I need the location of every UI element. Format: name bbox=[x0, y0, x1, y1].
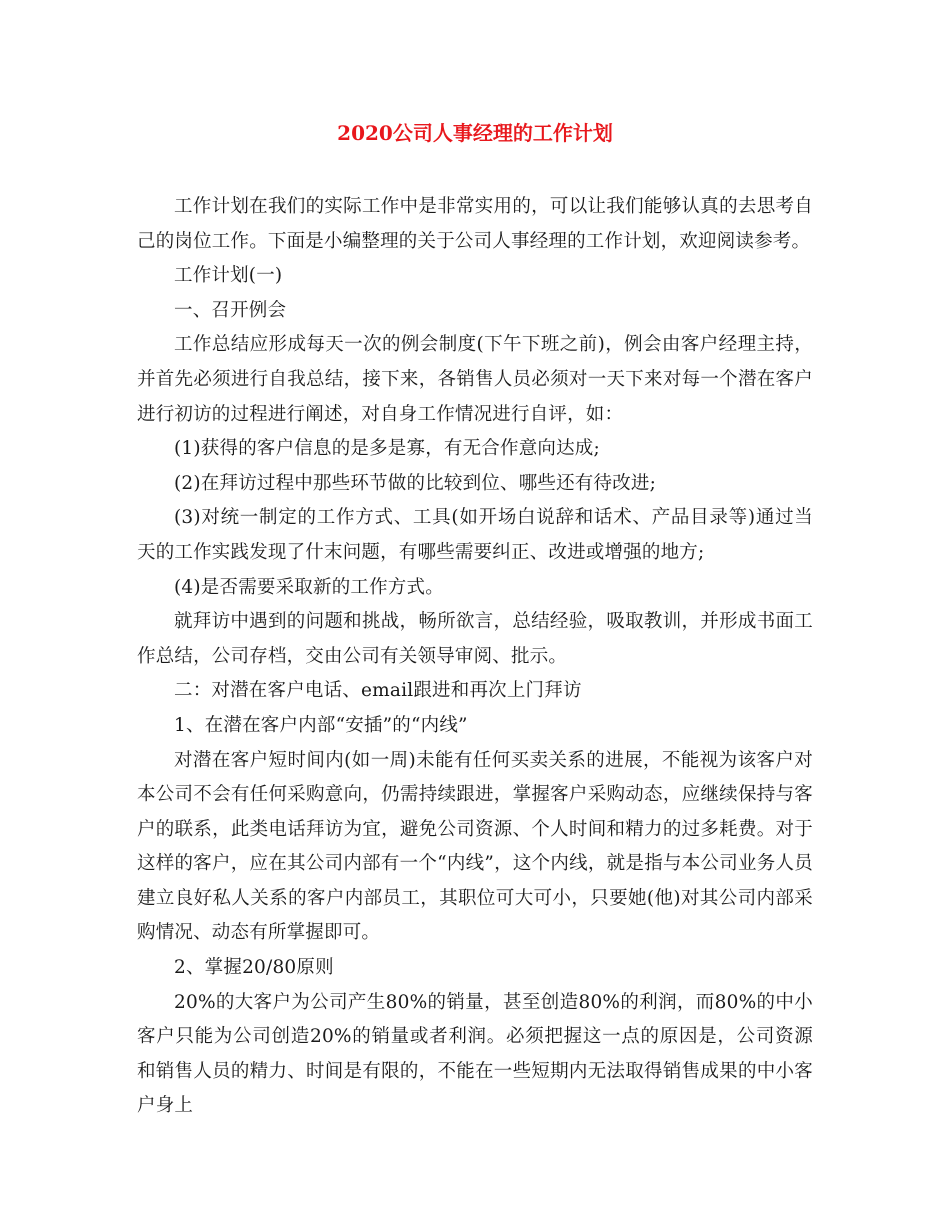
heading-section-1: 一、召开例会 bbox=[174, 299, 287, 321]
document-title: 2020公司人事经理的工作计划 bbox=[337, 121, 613, 145]
paragraph-20-80-rule: 20%的大客户为公司产生80%的销量，甚至创造80%的利润，而80%的中小客户只能为公司创造20%的销量或者利润。必须把握这一点的原因是，公司资源和销售人员的精力、时间是有限的，不能在一些短期内无法取得销售成果的中小客户身上 bbox=[137, 991, 813, 1117]
paragraph-meeting: 工作总结应形成每天一次的例会制度(下午下班之前)，例会由客户经理主持，并首先必须进行自我总结，接下来，各销售人员必须对一天下来对每一个潜在客户进行初访的过程进行阐述，对自身工作情况进行自评，如： bbox=[137, 334, 813, 425]
document-body bbox=[137, 190, 813, 1124]
subheading-inside-contact: 1、在潜在客户内部“安插”的“内线” bbox=[174, 714, 468, 736]
heading-section-2: 二：对潜在客户电话、email跟进和再次上门拜访 bbox=[174, 680, 582, 702]
list-item-3: (3)对统一制定的工作方式、工具(如开场白说辞和话术、产品目录等)通过当天的工作实践发现了什末问题，有哪些需要纠正、改进或增强的地方; bbox=[137, 507, 813, 563]
list-item-1: (1)获得的客户信息的是多是寡，有无合作意向达成; bbox=[174, 438, 600, 460]
paragraph-intro: 工作计划在我们的实际工作中是非常实用的，可以让我们能够认真的去思考自己的岗位工作。下面是小编整理的关于公司人事经理的工作计划，欢迎阅读参考。 bbox=[137, 196, 813, 252]
list-item-4: (4)是否需要采取新的工作方式。 bbox=[174, 576, 444, 598]
subheading-20-80-rule: 2、掌握20/80原则 bbox=[174, 957, 334, 979]
paragraph-inside-contact: 对潜在客户短时间内(如一周)未能有任何买卖关系的进展，不能视为该客户对本公司不会有任何采购意向，仍需持续跟进，掌握客户采购动态，应继续保持与客户的联系，此类电话拜访为宜，避免公司资源、个人时间和精力的过多耗费。对于这样的客户，应在其公司内部有一个“内线”，这个内线，就是指与本公司业务人员建立良好私人关系的客户内部员工，其职位可大可小，只要她(他)对其公司内部采购情况、动态有所掌握即可。 bbox=[137, 749, 813, 944]
heading-work-plan-1: 工作计划(一) bbox=[174, 265, 283, 287]
list-item-2: (2)在拜访过程中那些环节做的比较到位、哪些还有待改进; bbox=[174, 472, 657, 494]
paragraph-summary: 就拜访中遇到的问题和挑战，畅所欲言，总结经验，吸取教训，并形成书面工作总结，公司存档，交由公司有关领导审阅、批示。 bbox=[137, 611, 813, 667]
